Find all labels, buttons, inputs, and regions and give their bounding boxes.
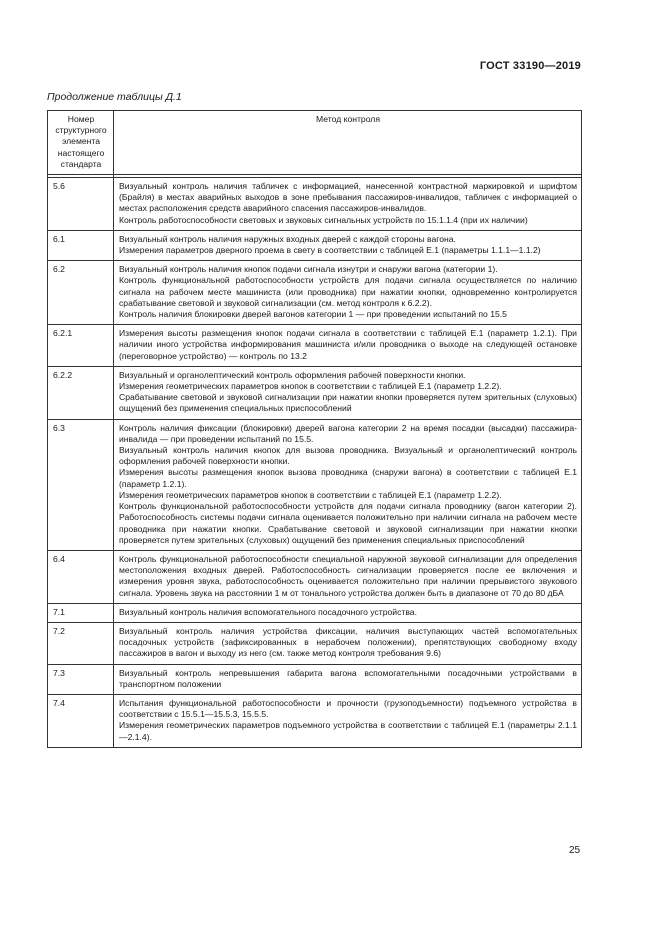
element-number-cell: 7.4	[48, 694, 114, 747]
table-row	[48, 178, 582, 231]
page-number: 25	[569, 845, 581, 856]
table-header-row	[48, 111, 582, 175]
control-methods-table	[47, 110, 582, 748]
control-method-cell	[114, 694, 582, 747]
table-body	[48, 178, 582, 748]
element-number-cell: 6.4	[48, 550, 114, 603]
method-paragraph: Контроль работоспособности световых и звуковых сигнальных устройств по 15.1.1.4 (при их наличии)	[119, 214, 528, 225]
method-paragraph: Контроль функциональной работоспособности специальной наружной звуковой сигнализации для определения местоположения входных дверей. Работоспособность сигнализации проверяется после ее включения и измерения уровня звука, работоспособность оценивается положительно при наличии прерывистого звукового сигнала. Уровень звука на расстоянии 1 м от тонального устройства должен быть в диапазоне от 70 до 80 дБА	[119, 553, 577, 598]
table-row	[48, 230, 582, 260]
table-row	[48, 622, 582, 664]
method-paragraph: Визуальный контроль наличия устройства фиксации, наличия выступающих частей вспомогательных посадочных устройств (зафиксированных в нерабочем положении), препятствующих свободному входу пассажиров в вагон и выходу из него (см. также метод контроля требования 9.6)	[119, 625, 577, 659]
table-row	[48, 694, 582, 747]
table-row	[48, 603, 582, 622]
element-number-cell: 7.1	[48, 603, 114, 622]
control-method-cell	[114, 325, 582, 367]
method-paragraph: Измерения параметров дверного проема в свету в соответствии с таблицей Е.1 (параметры 1.1.1—1.1.2)	[119, 245, 541, 256]
method-paragraph: Визуальный контроль наличия кнопок для вызова проводника. Визуальный и органолептический контроль оформления рабочей поверхности кнопки.	[119, 445, 577, 467]
element-number-cell: 6.2	[48, 261, 114, 325]
method-paragraph: Визуальный контроль наличия вспомогательного посадочного устройства.	[119, 606, 417, 617]
standard-number: ГОСТ 33190—2019	[479, 60, 581, 72]
method-paragraph: Срабатывание световой и звуковой сигнализации при нажатии кнопки проверяется путем зрительных (слуховых) ощущений без применения специальных приспособлений	[119, 392, 577, 414]
method-paragraph: Испытания функциональной работоспособности и прочности (грузоподъемности) подъемного устройства в соответствии с 15.5.1—15.5.3, 15.5.5.	[119, 697, 577, 720]
method-paragraph: Контроль функциональной работоспособности устройств для подачи сигнала проводнику (вагон категории 2). Работоспособность системы подачи сигнала оценивается положительно при наличии сигнала на рабочем месте проводника при нажатии кнопки. Срабатывание световой и звуковой сигнализации при нажатии кнопки проверяется путем зрительных (слуховых) ощущений без применения специальных приспособлений	[119, 501, 577, 545]
table-caption: Продолжение таблицы Д.1	[47, 91, 182, 103]
control-method-cell	[114, 366, 582, 419]
element-number-cell: 5.6	[48, 178, 114, 231]
control-method-cell	[114, 261, 582, 325]
table-row	[48, 261, 582, 325]
control-method-cell	[114, 550, 582, 603]
method-paragraph: Визуальный контроль наличия кнопок подачи сигнала изнутри и снаружи вагона (категории 1).	[119, 264, 498, 275]
method-paragraph: Измерения высоты размещения кнопок вызова проводника (снаружи вагона) в соответствии с таблицей Е.1 (параметр 1.2.1).	[119, 467, 577, 489]
table-row	[48, 419, 582, 550]
control-method-cell	[114, 664, 582, 694]
method-paragraph: Измерения геометрических параметров подъемного устройства в соответствии с таблицей Е.1 (параметры 2.1.1—2.1.4).	[119, 720, 577, 742]
element-number-cell: 6.1	[48, 230, 114, 260]
table-row	[48, 366, 582, 419]
control-method-cell	[114, 178, 582, 231]
method-paragraph: Контроль наличия фиксации (блокировки) дверей вагона категории 2 на время посадки (высадки) пассажира-инвалида — при проведении испытаний по 15.5.	[119, 422, 577, 444]
table-row	[48, 664, 582, 694]
method-paragraph: Измерения высоты размещения кнопок подачи сигнала в соответствии с таблицей Е.1 (параметр 1.2.1). При наличии иного устройства информирования машиниста и/или проводника о выходе на следующей остановке (переговорное устройство) — контроль по 13.2	[119, 328, 577, 361]
element-number-cell: 7.2	[48, 622, 114, 664]
control-method-cell	[114, 419, 582, 550]
method-paragraph: Визуальный и органолептический контроль оформления рабочей поверхности кнопки.	[119, 369, 466, 380]
column-header-number: Номер структурного элемента настоящего стандарта	[48, 111, 114, 175]
column-header-method: Метод контроля	[114, 111, 582, 175]
method-paragraph: Измерения геометрических параметров кнопок в соответствии с таблицей Е.1 (параметр 1.2.2).	[119, 489, 502, 500]
element-number-cell: 6.3	[48, 419, 114, 550]
table-row	[48, 325, 582, 367]
table-row	[48, 550, 582, 603]
method-paragraph: Контроль функциональной работоспособности устройств для подачи сигнала осуществляется по наличию сигнала на рабочем месте машиниста (или проводника) при нажатии кнопки, одновременно контролируется срабатывание световой и звуковой сигнализации (см. метод контроля к 6.2.2).	[119, 275, 577, 308]
method-paragraph: Контроль наличия блокировки дверей вагонов категории 1 — при проведении испытаний по 15.5	[119, 309, 507, 320]
element-number-cell: 6.2.1	[48, 325, 114, 367]
element-number-cell: 7.3	[48, 664, 114, 694]
control-method-cell	[114, 622, 582, 664]
control-method-cell	[114, 603, 582, 622]
element-number-cell: 6.2.2	[48, 366, 114, 419]
method-paragraph: Визуальный контроль наличия табличек с информацией, нанесенной контрастной маркировкой и шрифтом (Брайля) в местах аварийных выходов в зоне пребывания пассажиров-инвалидов, табличек с информацией о местах расположения средств аварийного спасения пассажиров-инвалидов.	[119, 181, 577, 214]
control-method-cell	[114, 230, 582, 260]
method-paragraph: Визуальный контроль наличия наружных входных дверей с каждой стороны вагона.	[119, 233, 456, 244]
method-paragraph: Визуальный контроль непревышения габарита вагона вспомогательными посадочными устройствами в транспортном положении	[119, 667, 577, 689]
method-paragraph: Измерения геометрических параметров кнопок в соответствии с таблицей Е.1 (параметр 1.2.2).	[119, 381, 502, 392]
